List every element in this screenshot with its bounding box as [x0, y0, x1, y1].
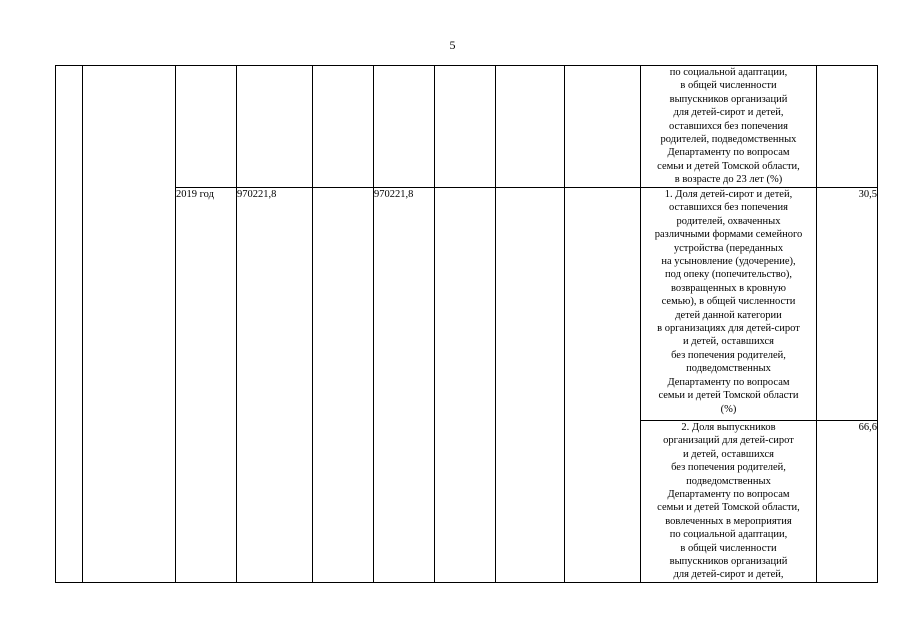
indicator-text: 2. Доля выпускников организаций для детей-сирот и детей, оставшихся без попечения родителей, подведомственных Департаменту по вопросам семьи и детей Томской области, вовлеченных в мероприятия по социальной адаптации, в общей численности выпускников организаций для детей-сирот и детей, [657, 422, 800, 581]
cell-event [83, 66, 176, 583]
table-row [56, 66, 878, 188]
cell-year: 2019 год [176, 188, 237, 583]
indicator-value: 30,5 [817, 188, 878, 421]
cell-year [176, 66, 237, 188]
indicator-value [817, 66, 878, 188]
indicator-cell [641, 188, 817, 421]
cell-local [435, 66, 496, 188]
page-number: 5 [449, 38, 456, 52]
table-row [56, 188, 878, 421]
indicator-text: по социальной адаптации, в общей численности выпускников организаций для детей-сирот и детей, оставшихся без попечения родителей, подведомственных Департаменту по вопросам семьи и детей Томской области, в возрасте до 23 лет (%) [657, 67, 800, 186]
cell-other [496, 66, 565, 188]
cell-other [496, 188, 565, 583]
indicator-cell [641, 66, 817, 188]
cell-sum-total [237, 66, 313, 188]
cell-executor [565, 66, 641, 188]
cell-sum-total: 970221,8 [237, 188, 313, 583]
cell-local [435, 188, 496, 583]
program-table [55, 65, 878, 583]
indicator-cell [641, 421, 817, 583]
cell-federal [313, 66, 374, 188]
cell-regional: 970221,8 [374, 188, 435, 583]
cell-executor [565, 188, 641, 583]
cell-federal [313, 188, 374, 583]
indicator-text: 1. Доля детей-сирот и детей, оставшихся без попечения родителей, охваченных различными формами семейного устройства (переданных на усыновление (удочерение), под опеку (попечительство), возвращенных в кровную семью), в общей численности детей данной категории в организациях для детей-сирот и детей, оставшихся без попечения родителей, подведомственных Департаменту по вопросам семьи и детей Томской области (%) [654, 189, 803, 415]
cell-number [56, 66, 83, 583]
cell-regional [374, 66, 435, 188]
indicator-value: 66,6 [817, 421, 878, 583]
